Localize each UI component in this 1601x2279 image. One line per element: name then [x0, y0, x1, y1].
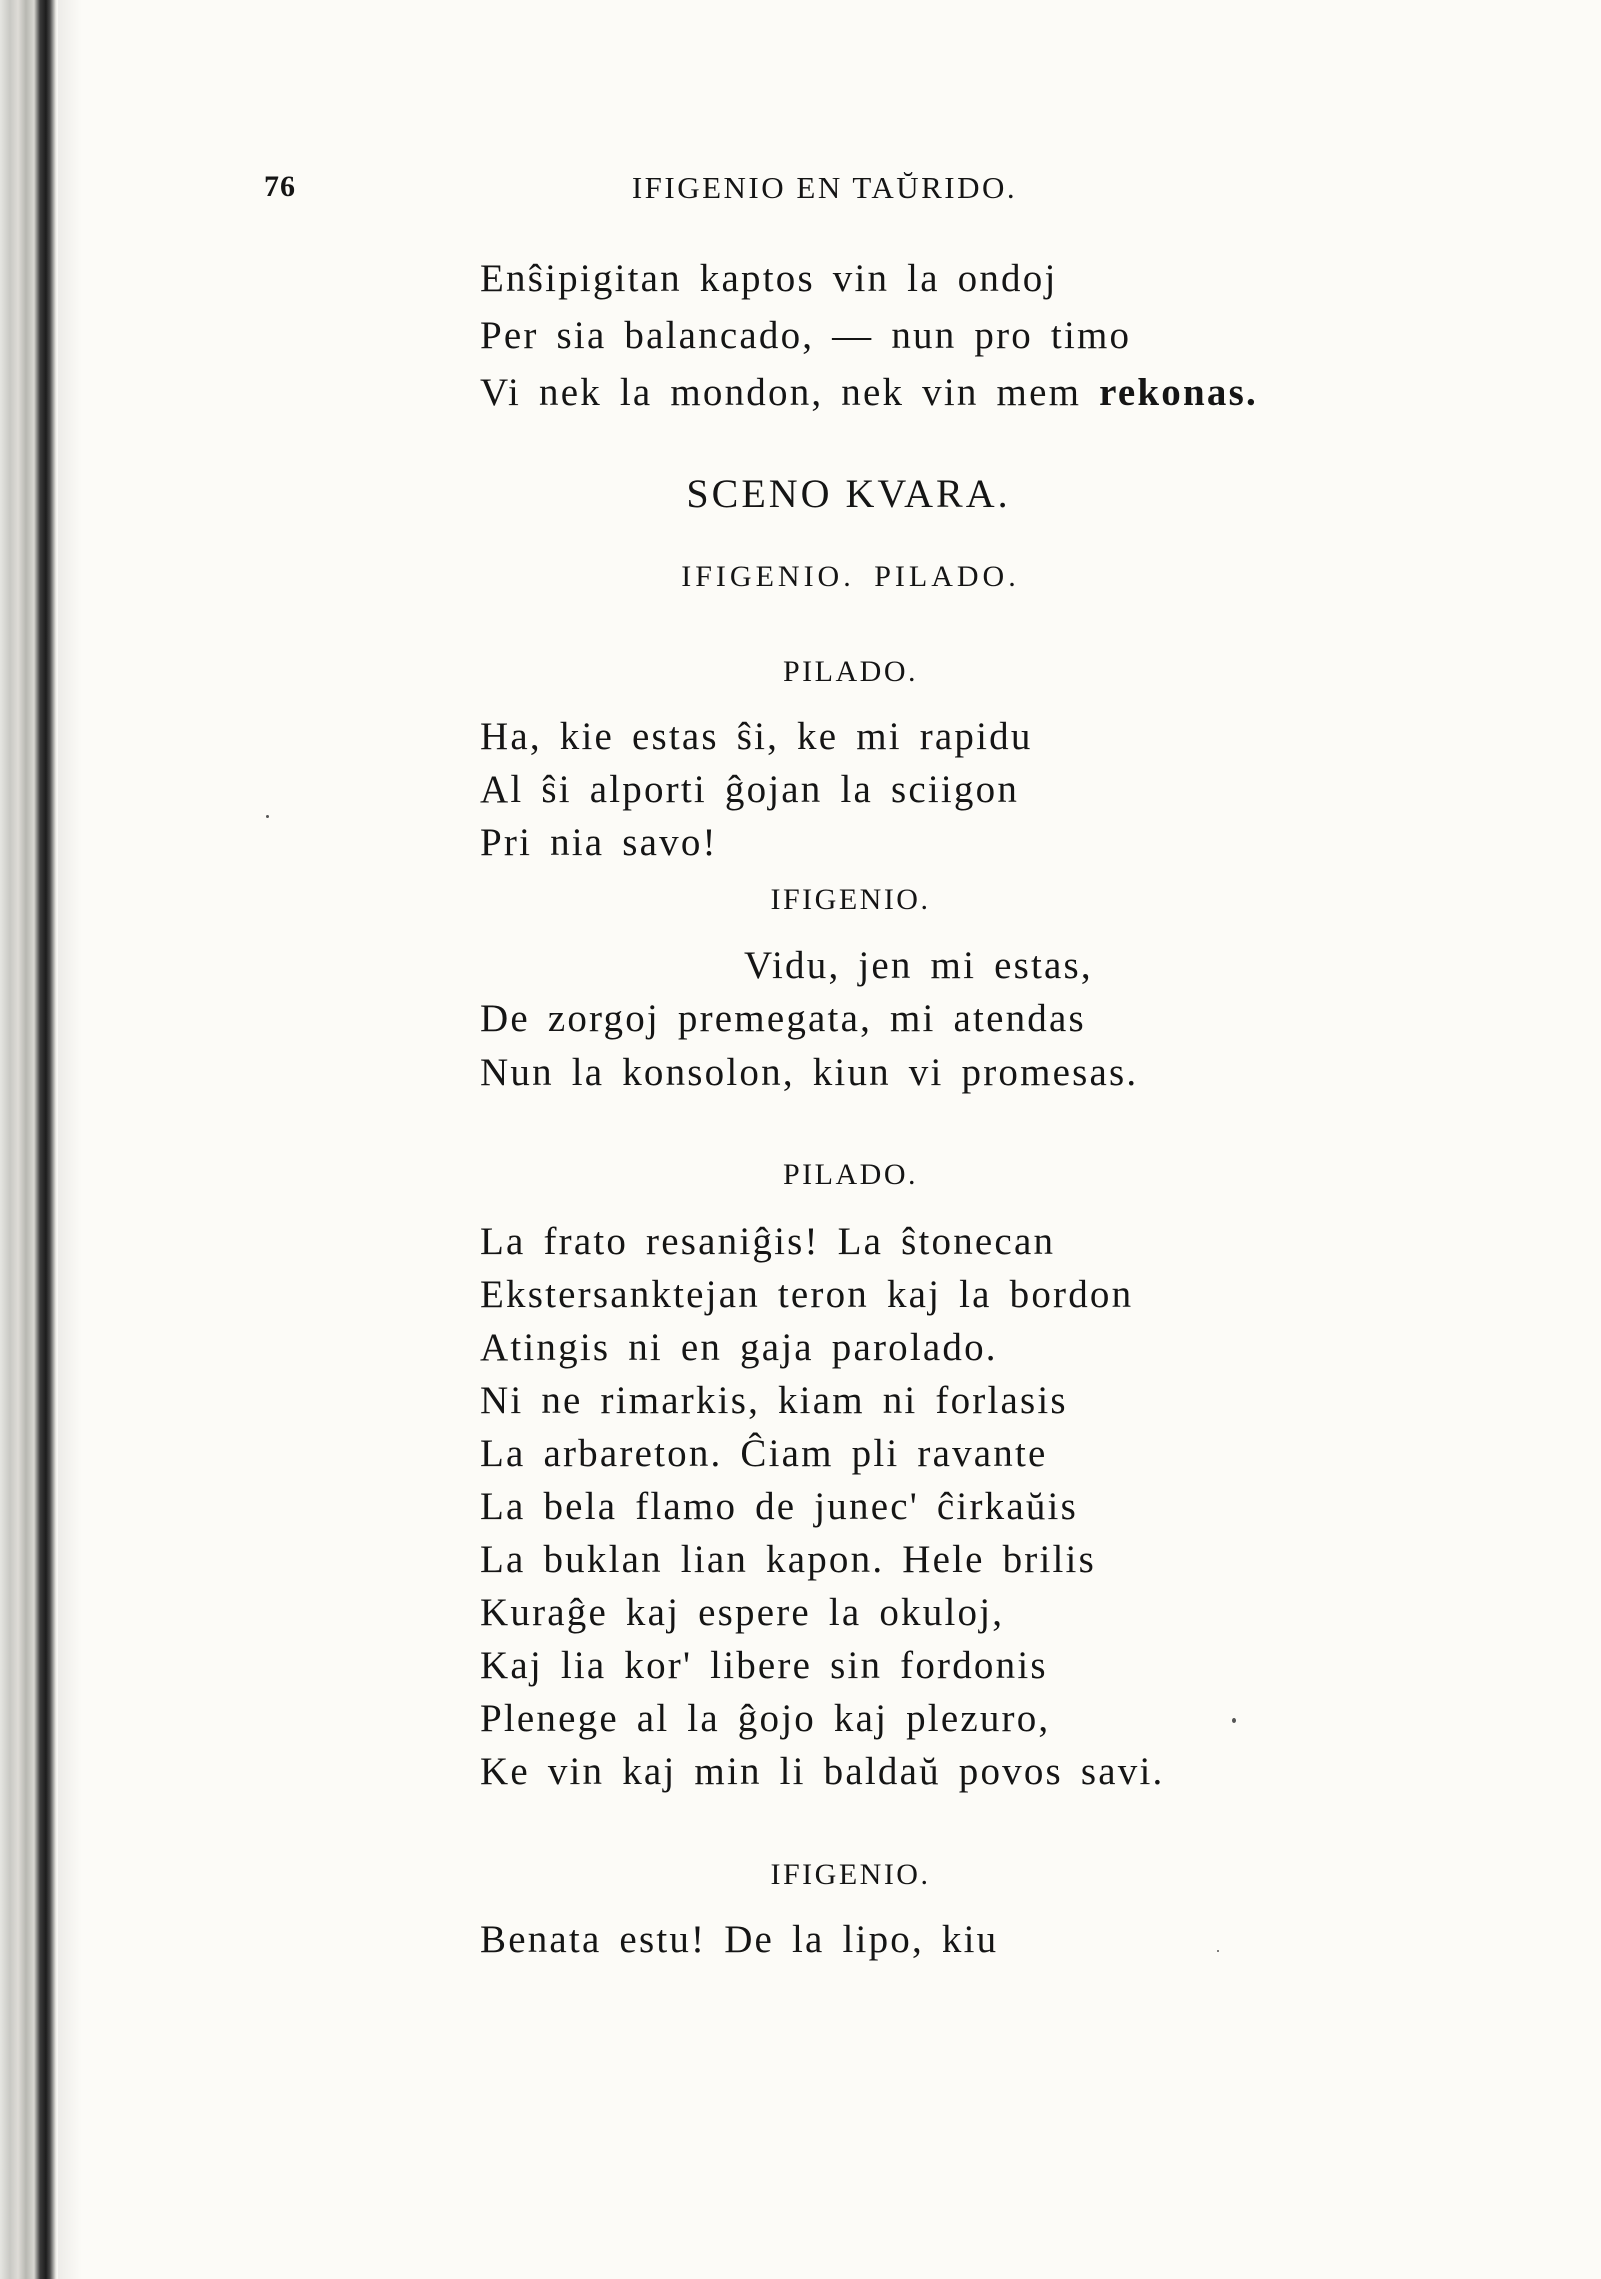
scan-speck: [266, 815, 269, 818]
verse-line: Ke vin kaj min li baldaŭ povos savi.: [480, 1750, 1165, 1793]
speaker-name: IFIGENIO.: [770, 883, 931, 916]
binding-shadow: [58, 0, 82, 2279]
verse-line: La arbareton. Ĉiam pli ravante: [480, 1432, 1048, 1475]
page-number: 76: [264, 170, 296, 203]
verse-line: La buklan lian kapon. Hele brilis: [480, 1538, 1096, 1581]
verse-line: Ekstersanktejan teron kaj la bordon: [480, 1273, 1134, 1316]
verse-line: Vidu, jen mi estas,: [744, 944, 1093, 987]
verse-line: Ni ne rimarkis, kiam ni forlasis: [480, 1379, 1068, 1422]
verse-line: Atingis ni en gaja parolado.: [480, 1326, 998, 1369]
verse-last-word: rekonas.: [1099, 371, 1258, 414]
book-binding-edge: [0, 0, 58, 2279]
verse-line: Al ŝi alporti ĝojan la sciigon: [480, 768, 1020, 811]
speaker-name: PILADO.: [783, 1158, 918, 1191]
verse-text: Vi nek la mondon, nek vin mem: [480, 371, 1082, 414]
running-title: IFIGENIO EN TAŬRIDO.: [631, 170, 1018, 205]
verse-line: Plenege al la ĝojo kaj plezuro,: [480, 1697, 1051, 1740]
verse-line: De zorgoj premegata, mi atendas: [480, 997, 1086, 1040]
speaker-name: IFIGENIO.: [770, 1858, 931, 1891]
verse-line: Per sia balancado, — nun pro timo: [480, 314, 1132, 357]
scan-speck: [1232, 1718, 1236, 1723]
verse-line: [480, 370, 1258, 415]
verse-line: Kaj lia kor' libere sin fordonis: [480, 1644, 1048, 1687]
scene-title: SCENO KVARA.: [686, 471, 1011, 516]
verse-line: La bela flamo de junec' ĉirkaŭis: [480, 1485, 1078, 1528]
verse-line: Ha, kie estas ŝi, ke mi rapidu: [480, 715, 1033, 758]
verse-line: Benata estu! De la lipo, kiu: [480, 1918, 999, 1961]
speaker-name: PILADO.: [783, 655, 918, 688]
verse-line: Pri nia savo!: [480, 821, 718, 864]
verse-line: Kuraĝe kaj espere la okuloj,: [480, 1591, 1005, 1634]
verse-line: Enŝipigitan kaptos vin la ondoj: [480, 257, 1058, 300]
verse-line: La frato resaniĝis! La ŝtonecan: [480, 1220, 1056, 1263]
scene-persons: IFIGENIO. PILADO.: [681, 560, 1020, 593]
verse-line: Nun la konsolon, kiun vi promesas.: [480, 1051, 1139, 1094]
scan-speck: [1217, 1950, 1219, 1952]
